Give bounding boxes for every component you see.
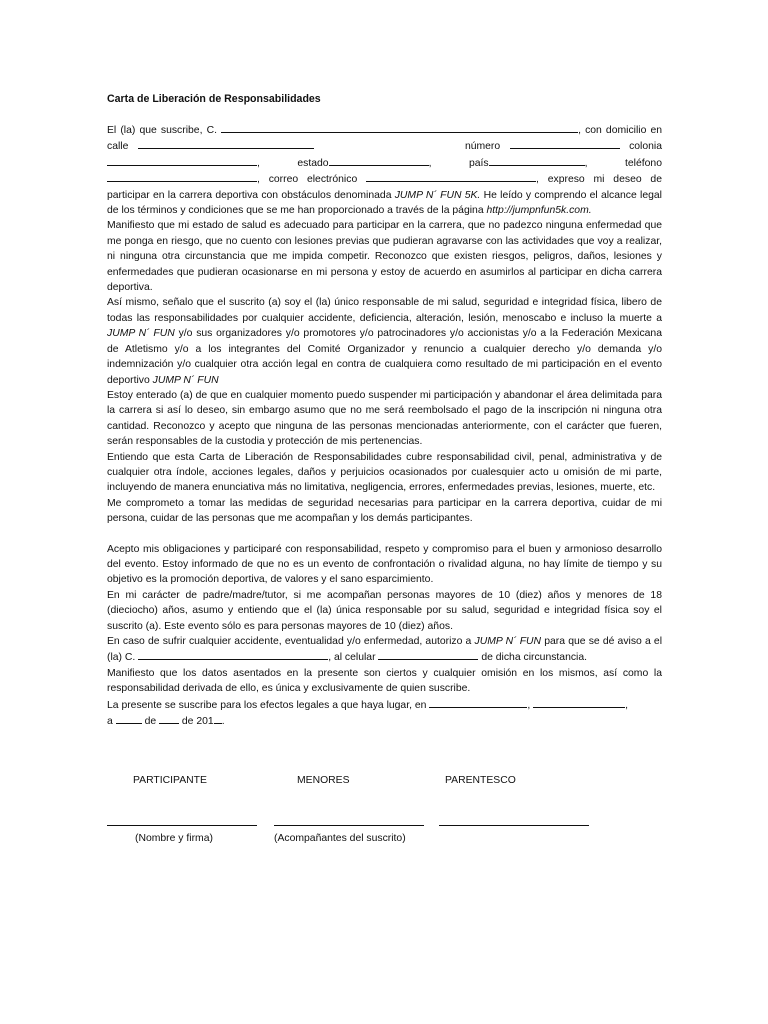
text-autorizo: En caso de sufrir cualquier accidente, eventualidad y/o enfermedad, autorizo a: [107, 636, 472, 647]
relationship-line[interactable]: [439, 817, 589, 826]
event-url: http://jumpnfun5k.com.: [486, 205, 592, 217]
city-blank[interactable]: [429, 697, 527, 708]
year-blank[interactable]: [214, 713, 222, 724]
text-celular: , al celular: [328, 652, 376, 664]
paragraph-personal-data: [107, 122, 662, 218]
comma: ,: [527, 699, 531, 711]
text-numero: número: [464, 141, 501, 153]
text-participar: , expreso mi deseo de participar en la carrera deportiva con obstáculos denominada: [107, 174, 662, 201]
paragraph-data-truth: Manifiesto que los datos asentados en la presente son ciertos y cualquier omisión en los mismos, así como la responsabilidad derivada de ello, es única y exclusivamente de quien suscribe.: [107, 667, 662, 695]
comma: ,: [625, 699, 628, 711]
text-suscribe: El (la) que suscribe, C.: [107, 125, 217, 136]
minors-signature-line[interactable]: [274, 817, 424, 826]
caption-acompanantes: (Acompañantes del suscrito): [274, 833, 406, 845]
cellphone-blank[interactable]: [378, 649, 478, 660]
text-libero: Así mismo, señalo que el suscrito (a) soy el (la) único responsable de mi salud, seguridad e integridad física, libero de todas las responsabilidades por cualquier accidente, deficiencia, alteración, lesión, menoscabo e incluso la muerte a: [107, 297, 662, 324]
period: .: [221, 716, 225, 728]
brand-name: JUMP N´ FUN: [107, 328, 175, 340]
paragraph-commitment: Me comprometo a tomar las medidas de seguridad necesarias para participar en la carrera deportiva, cuidar de mi persona, cuidar de las personas que me acompañan y los demás participantes.: [107, 497, 662, 525]
text-suscribe-lugar: La presente se suscribe para los efectos legales a que haya lugar, en: [107, 699, 427, 711]
text-telefono: , teléfono: [584, 157, 662, 169]
signature-captions: [107, 833, 662, 849]
brand-name: JUMP N´ FUN: [152, 374, 219, 386]
pais-blank[interactable]: [489, 155, 585, 166]
text-leido: He leído y comprendo el alcance legal de los términos y condiciones que se me han proporcionado a través de la página: [107, 189, 662, 217]
month-blank[interactable]: [159, 713, 179, 724]
paragraph-emergency-contact: [107, 634, 662, 666]
participant-signature-line[interactable]: [107, 817, 257, 826]
contact-name-blank[interactable]: [138, 649, 328, 660]
text-correo: , correo electrónico: [257, 174, 358, 186]
telefono-blank[interactable]: [107, 171, 257, 182]
name-blank[interactable]: [221, 122, 578, 133]
document-title: Carta de Liberación de Responsabilidades: [107, 93, 321, 105]
text-pais: , país: [428, 157, 489, 169]
text-aviso: para que se dé aviso a el (la) C.: [107, 636, 662, 664]
paragraph-withdrawal: Estoy enterado (a) de que en cualquier momento puedo suspender mi participación y abandonar el área delimitada para la carrera si así lo deseo, sin embargo asumo que no me será reembolsado el pago de la inscripción ni ninguna otra cantidad. Reconozco y acepto que ninguna de las personas mencionadas anteriormente, con el carácter que fueren, serán responsables de la custodia y protección de mis pertenencias.: [107, 389, 662, 448]
text-estado: , estado: [257, 157, 329, 169]
signature-lines: [107, 817, 662, 831]
text-year-prefix: de 201: [181, 716, 214, 728]
parentesco-label: PARENTESCO: [445, 775, 516, 787]
participante-label: PARTICIPANTE: [133, 775, 207, 787]
caption-nombre-firma: (Nombre y firma): [135, 833, 213, 845]
day-blank[interactable]: [116, 713, 142, 724]
paragraph-health: Manifiesto que mi estado de salud es adecuado para participar en la carrera, que no padezco ninguna enfermedad que me ponga en riesgo, que no cuento con lesiones previas que pudieran agravarse con las actividades que voy a realizar, ni ninguna otra circunstancia que me impida competir. Reconozco que existen riesgos, peligros, daños, lesiones y enfermedades que pudieran ocasionarse en mi persona y estoy de acuerdo en asumirlos al participar en dicha carrera deportiva.: [107, 220, 662, 294]
document-body: [107, 122, 662, 729]
paragraph-guardian: En mi carácter de padre/madre/tutor, si me acompañan personas mayores de 10 (diez) años y menores de 18 (dieciocho) años, asumo y entiendo que el (la) única responsable por su salud, seguridad e integridad física soy el suscrito (a). Este evento sólo es para personas mayores de 10 (diez) años.: [107, 589, 662, 632]
paragraph-liability-release: [107, 295, 662, 387]
email-blank[interactable]: [366, 171, 536, 182]
menores-label: MENORES: [297, 775, 350, 787]
text-organizadores: y/o sus organizadores y/o promotores y/o patrocinadores y/o accionistas y/o a la Federación Mexicana de Atletismo y/o a los integrantes del Comité Organizador y renuncio a cualquier derecho y/o demanda y/o indemnización y/o cualquier otra acción legal en contra de cualquiera como resultado de mi participación en el evento deportivo: [107, 328, 662, 386]
state-blank[interactable]: [533, 697, 625, 708]
text-domicilio: , con domicilio en calle: [107, 125, 663, 153]
text-de: de: [144, 716, 157, 728]
paragraph-scope: Entiendo que esta Carta de Liberación de Responsabilidades cubre responsabilidad civil, penal, administrativa y de cualquier otra índole, acciones legales, daños y perjuicios ocasionados por cualesquier acto u omisión de mi parte, incluyendo de manera enunciativa más no limitativa, negligencia, errores, enfermedades previas, lesiones, muerte, etc.: [107, 451, 662, 494]
estado-blank[interactable]: [329, 155, 429, 166]
text-circunstancia: de dicha circunstancia.: [481, 652, 588, 664]
paragraph-signing-place: [107, 697, 662, 730]
brand-name: JUMP N´ FUN: [474, 636, 542, 647]
paragraph-obligations: Acepto mis obligaciones y participaré con responsabilidad, respeto y compromiso para el buen y armonioso desarrollo del evento. Estoy informado de que no es un evento de confrontación o rivalidad alguna, no hay límite de tiempo y su objetivo es la promoción deportiva, de valores y el sano esparcimiento.: [107, 543, 662, 586]
colonia-blank[interactable]: [107, 155, 257, 166]
street-blank[interactable]: [138, 138, 314, 149]
text-a: a: [107, 716, 113, 728]
event-name: JUMP N´ FUN 5K.: [394, 189, 481, 201]
text-colonia: colonia: [629, 141, 663, 153]
signature-headers: [107, 775, 662, 791]
number-blank[interactable]: [510, 138, 620, 149]
